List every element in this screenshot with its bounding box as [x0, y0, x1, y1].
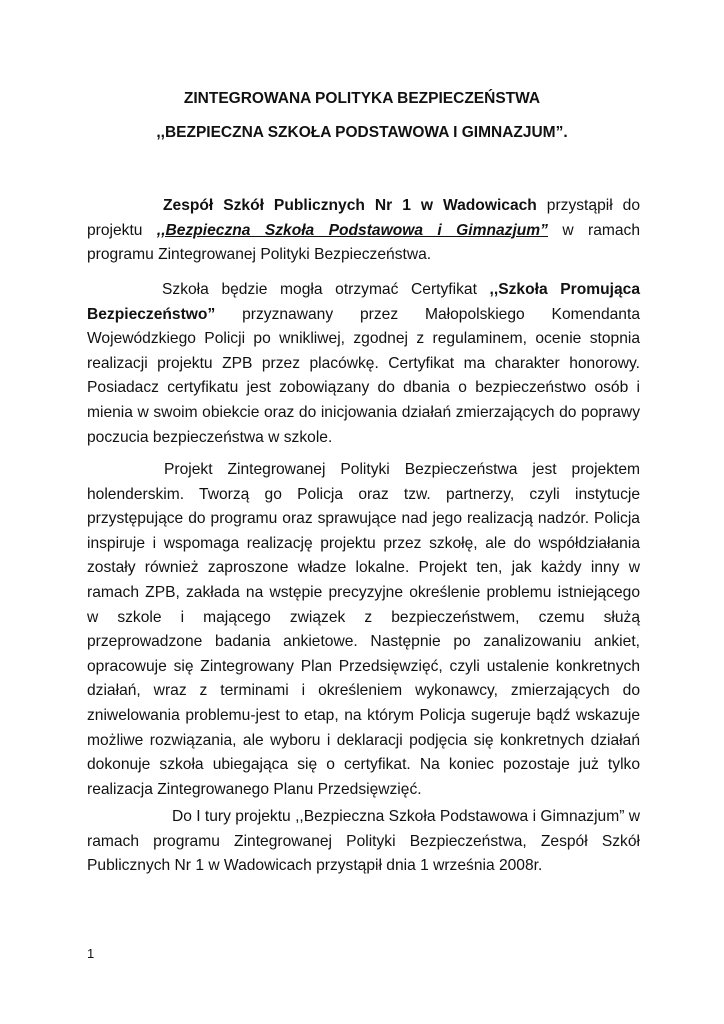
paragraph-1-text-b: w ramach programu Zintegrowanej Polityki Bezpieczeństwa. [87, 221, 640, 264]
certificate-name: ,,Szkoła Promująca Bezpieczeństwo” [87, 281, 640, 323]
document-subtitle: ,,BEZPIECZNA SZKOŁA PODSTAWOWA I GIMNAZJUM”. [156, 124, 568, 141]
document-title: ZINTEGROWANA POLITYKA BEZPIECZEŃSTWA [183, 90, 541, 107]
page-number: 1 [87, 946, 95, 961]
paragraph-3-text: Projekt Zintegrowanej Polityki Bezpieczeństwa jest projektem holenderskim. Tworzą go Policja oraz tzw. partnerzy, czyli instytucje przystępujące do programu oraz sprawujące nad jego realizacją nadzór. Policja inspiruje i wspomaga realizację projektu przez szkołę, ale do współdziałania zostały również zaproszone władze lokalne. Projekt ten, jak każdy inny w ramach ZPB, zakłada na wstępie precyzyjne określenie problemu istniejącego w szkole i mającego związek z bezpieczeństwem, czemu służą przeprowadzone badania ankietowe. Następnie po zanalizowaniu ankiet, opracowuje się Zintegrowany Plan Przedsięwzięć, czyli ustalenie konkretnych działań, wraz z terminami i określeniem wykonawcy, zmierzających do zniwelowania problemu-jest to etap, na którym Policja sugeruje bądź wskazuje możliwe rozwiązania, ale wyboru i deklaracji podjęcia się konkretnych działań dokonuje szkoła ubiegająca się o certyfikat. Na koniec pozostaje już tylko realizacja Zintegrowanego Planu Przedsięwzięć. [87, 461, 640, 798]
paragraph-2-text-b: przyznawany przez Małopolskiego Komendanta Wojewódzkiego Policji po wnikliwej, zgodnej z regulaminem, ocenie stopnia realizacji projektu ZPB przez placówkę. Certyfikat ma charakter honorowy. Posiadacz certyfikatu jest zobowiązany do dbania o bezpieczeństwo osób i mienia w swoim obiekcie oraz do inicjowania działań zmierzających do poprawy poczucia bezpieczeństwa w szkole. [87, 305, 640, 446]
paragraph-1 [87, 194, 640, 268]
school-name: Zespół Szkół Publicznych Nr 1 w Wadowicach [163, 197, 537, 214]
project-name: ,,Bezpieczna Szkoła Podstawowa i Gimnazjum” [156, 221, 548, 239]
paragraph-3 [87, 458, 640, 802]
paragraph-4-text: Do I tury projektu ,,Bezpieczna Szkoła Podstawowa i Gimnazjum” w ramach programu Zintegrowanej Polityki Bezpieczeństwa, Zespół Szkół Publicznych Nr 1 w Wadowicach przystąpił dnia 1 września 2008r. [87, 808, 641, 875]
paragraph-1-text-a: przystąpił do projektu [87, 197, 640, 239]
paragraph-4 [87, 805, 640, 879]
paragraph-2 [87, 278, 640, 450]
paragraph-2-text-a: Szkoła będzie mogła otrzymać Certyfikat [162, 281, 490, 298]
